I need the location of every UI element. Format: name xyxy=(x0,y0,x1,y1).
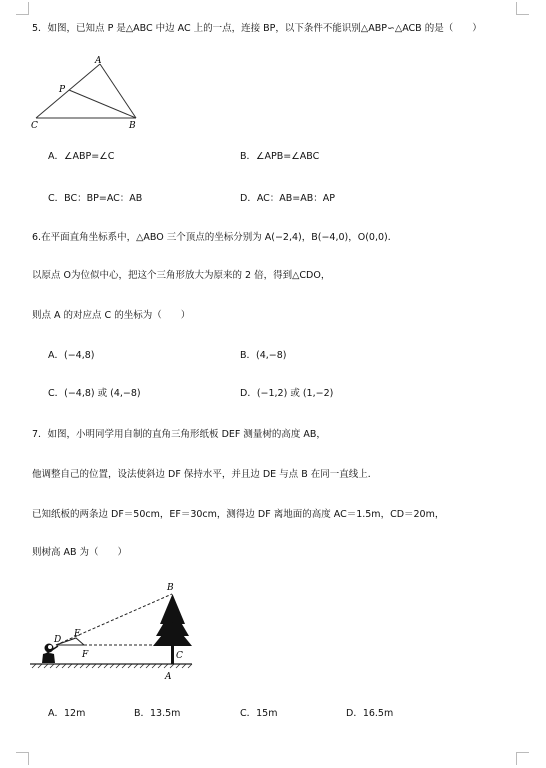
q5-label-a: A xyxy=(95,56,102,66)
q7-line-2: 他调整自己的位置，设法使斜边 DF 保持水平，并且边 DE 与点 B 在同一直线上． xyxy=(32,469,378,480)
q7-line-1: 7．如图，小明同学用自制的直角三角形纸板 DEF 测量树的高度 AB， xyxy=(32,429,326,440)
crop-mark-bottom-right xyxy=(516,752,529,765)
q7-label-f: F xyxy=(82,650,89,660)
q5-label-c: C xyxy=(31,121,38,130)
q5-option-c[interactable]: C．BC：BP=AC：AB xyxy=(48,193,143,204)
q7-option-b[interactable]: B．13.5m xyxy=(134,708,181,719)
q7-option-d[interactable]: D．16.5m xyxy=(346,708,394,719)
q6-option-d[interactable]: D．(−1,2) 或 (1,−2) xyxy=(240,388,334,399)
q5-label-b: B xyxy=(129,121,136,130)
q5-option-a[interactable]: A．∠ABP=∠C xyxy=(48,151,115,162)
q5-side-ab xyxy=(100,64,136,118)
q7-line-4: 则树高 AB 为（ ） xyxy=(32,547,128,558)
q5-option-b[interactable]: B．∠APB=∠ABC xyxy=(240,151,320,162)
q6-option-b[interactable]: B．(4,−8) xyxy=(240,350,287,361)
q5-segment-pb xyxy=(69,90,136,118)
q6-option-c[interactable]: C．(−4,8) 或 (4,−8) xyxy=(48,388,141,399)
crop-mark-top-left xyxy=(16,2,29,15)
q7-tree-icon xyxy=(153,594,192,664)
q5-side-ca xyxy=(36,64,100,118)
crop-mark-bottom-left xyxy=(16,752,29,765)
q5-label-p: P xyxy=(59,85,66,95)
q7-line-3: 已知纸板的两条边 DF＝50cm，EF＝30cm，测得边 DF 离地面的高度 AC＝1.5m，CD＝20m， xyxy=(32,509,445,520)
q7-option-c[interactable]: C．15m xyxy=(240,708,278,719)
q7-label-e: E xyxy=(74,629,81,639)
q7-option-a[interactable]: A．12m xyxy=(48,708,86,719)
q7-tree-measure-figure xyxy=(28,580,200,684)
q6-option-a[interactable]: A．(−4,8) xyxy=(48,350,95,361)
q7-label-c: C xyxy=(176,651,183,661)
q7-person-icon xyxy=(42,644,58,664)
q5-triangle-figure xyxy=(28,54,146,130)
q6-line-1: 6.在平面直角坐标系中，△ABO 三个顶点的坐标分别为 A(−2,4)，B(−4,0)，O(0,0)． xyxy=(32,232,398,243)
q7-label-d: D xyxy=(54,635,62,645)
q5-option-d[interactable]: D．AC：AB=AB：AP xyxy=(240,193,336,204)
q7-label-b: B xyxy=(167,583,174,593)
crop-mark-top-right xyxy=(516,2,529,15)
q6-line-2: 以原点 O为位似中心，把这个三角形放大为原来的 2 倍，得到△CDO， xyxy=(32,270,331,281)
q5-stem: 5．如图，已知点 P 是△ABC 中边 AC 上的一点，连接 BP，以下条件不能识别△ABP∽△ACB 的是（ ） xyxy=(32,23,482,34)
q7-label-a: A xyxy=(165,672,172,682)
q6-line-3: 则点 A 的对应点 C 的坐标为（ ） xyxy=(32,310,191,321)
